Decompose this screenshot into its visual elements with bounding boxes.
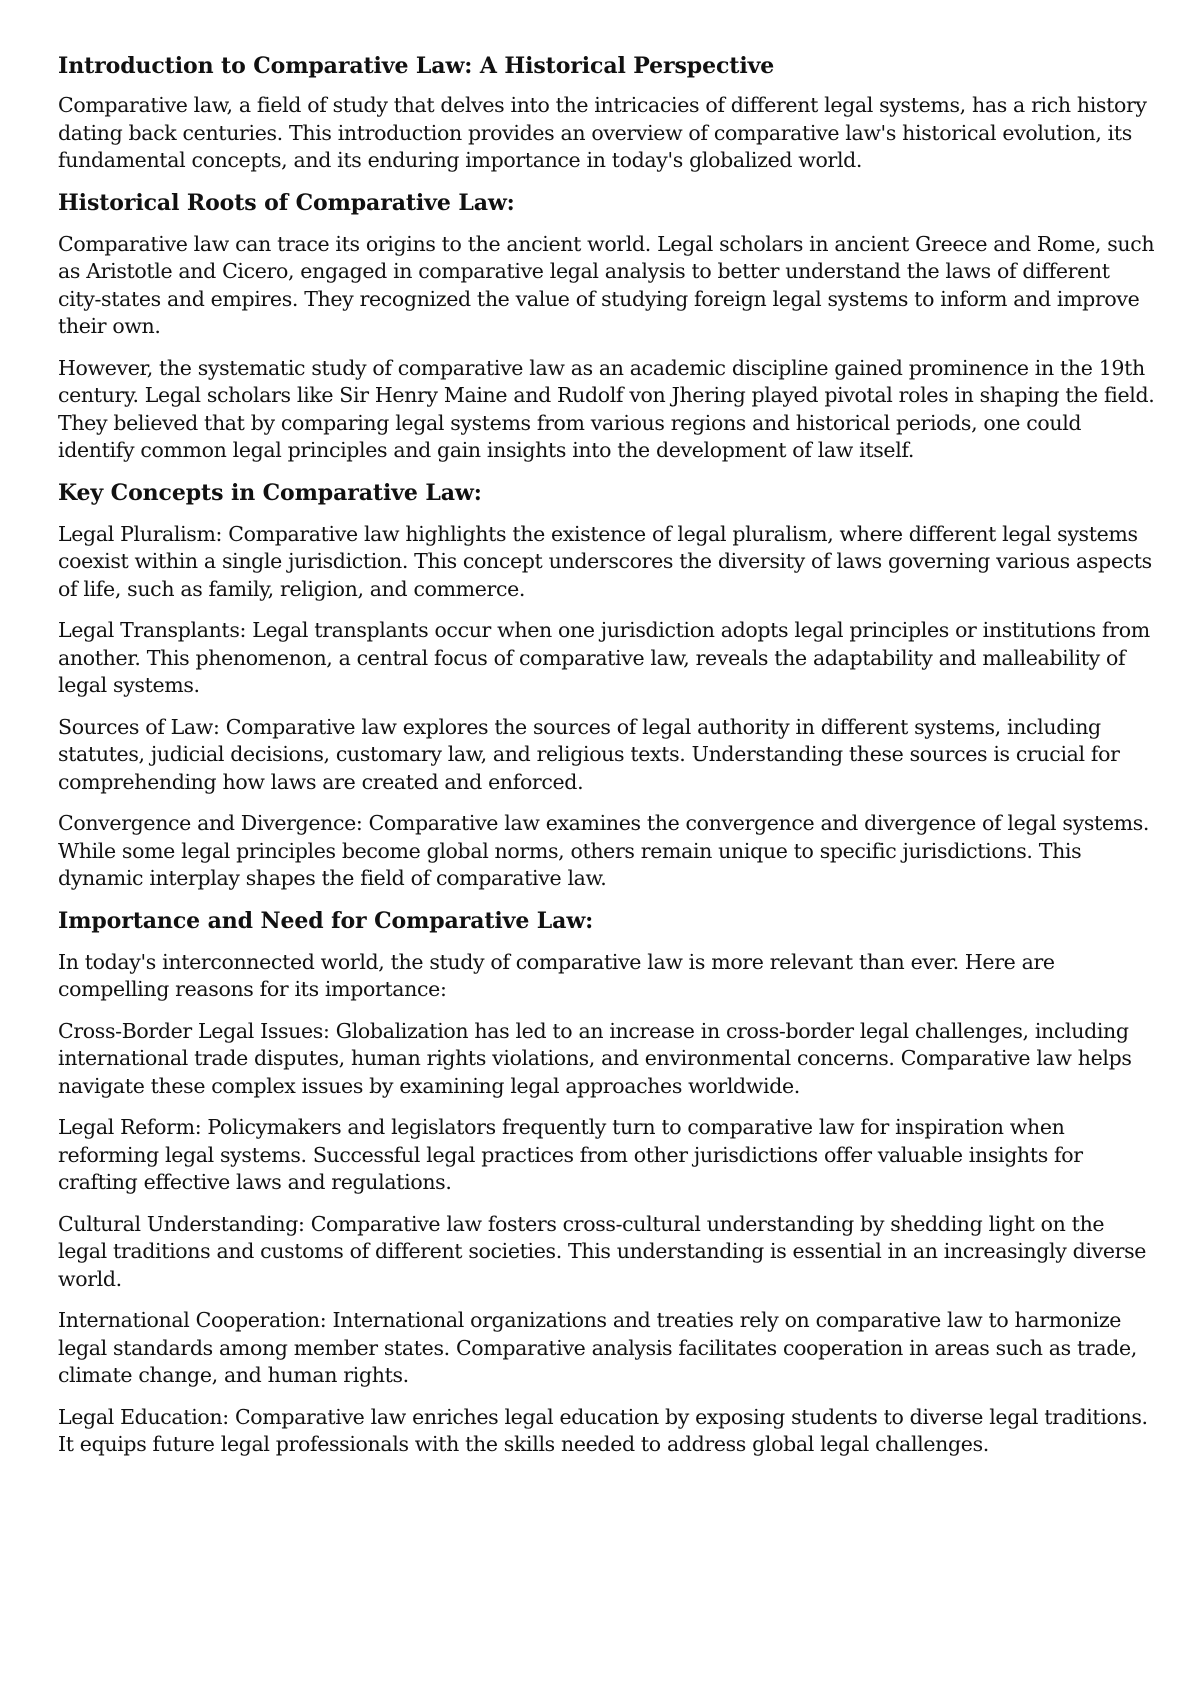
paragraph: Legal Pluralism: Comparative law highlights the existence of legal pluralism, where different legal systems coexist within a single jurisdiction. This concept underscores the diversity of laws governing various aspects of life, such as family, religion, and commerce. (58, 521, 1152, 601)
paragraph: Convergence and Divergence: Comparative law examines the convergence and divergence of legal systems. While some legal principles become global norms, others remain unique to specific jurisdictions. This dynamic interplay shapes the field of comparative law. (58, 811, 1150, 890)
paragraph: Legal Education: Comparative law enriches legal education by exposing students to diverse legal traditions. It equips future legal professionals with the skills needed to address global legal challenges. (58, 1404, 1148, 1456)
section-heading-key-concepts: Key Concepts in Comparative Law: (58, 479, 482, 506)
intro-paragraph: Comparative law, a field of study that delves into the intricacies of different legal systems, has a rich history dating back centuries. This introduction provides an overview of comparative law's historical evolution, its fundamental concepts, and its enduring importance in today's globalized world. (58, 93, 1147, 172)
paragraph: However, the systematic study of comparative law as an academic discipline gained prominence in the 19th century. Legal scholars like Sir Henry Maine and Rudolf von Jhering played pivotal roles in shaping the field. They believed that by comparing legal systems from various regions and historical periods, one could identify common legal principles and gain insights into the development of law itself. (58, 355, 1155, 462)
paragraph: Sources of Law: Comparative law explores the sources of legal authority in different systems, including statutes, judicial decisions, customary law, and religious texts. Understanding these sources is crucial for comprehending how laws are created and enforced. (58, 714, 1120, 794)
section-heading-historical-roots: Historical Roots of Comparative Law: (58, 189, 515, 216)
document-title: Introduction to Comparative Law: A Historical Perspective (58, 53, 775, 79)
paragraph: Legal Reform: Policymakers and legislators frequently turn to comparative law for inspiration when reforming legal systems. Successful legal practices from other jurisdictions offer valuable insights for crafting effective laws and regulations. (58, 1115, 1083, 1194)
paragraph: Cultural Understanding: Comparative law fosters cross-cultural understanding by shedding light on the legal traditions and customs of different societies. This understanding is essential in an increasingly diverse world. (58, 1211, 1147, 1291)
paragraph: In today's interconnected world, the study of comparative law is more relevant than ever. Here are compelling reasons for its importance: (58, 949, 1055, 1001)
document-page (58, 52, 1158, 1473)
paragraph: International Cooperation: International organizations and treaties rely on comparative law to harmonize legal standards among member states. Comparative analysis facilitates cooperation in areas such as trade, climate change, and human rights. (58, 1308, 1137, 1387)
paragraph: Legal Transplants: Legal transplants occur when one jurisdiction adopts legal principles or institutions from another. This phenomenon, a central focus of comparative law, reveals the adaptability and malleability of legal systems. (58, 618, 1150, 697)
paragraph: Cross-Border Legal Issues: Globalization has led to an increase in cross-border legal challenges, including international trade disputes, human rights violations, and environmental concerns. Comparative law helps navigate these complex issues by examining legal approaches worldwide. (58, 1018, 1132, 1098)
section-heading-importance: Importance and Need for Comparative Law: (58, 907, 594, 934)
paragraph: Comparative law can trace its origins to the ancient world. Legal scholars in ancient Greece and Rome, such as Aristotle and Cicero, engaged in comparative legal analysis to better understand the laws of different city-states and empires. They recognized the value of studying foreign legal systems to inform and improve their own. (58, 231, 1155, 338)
